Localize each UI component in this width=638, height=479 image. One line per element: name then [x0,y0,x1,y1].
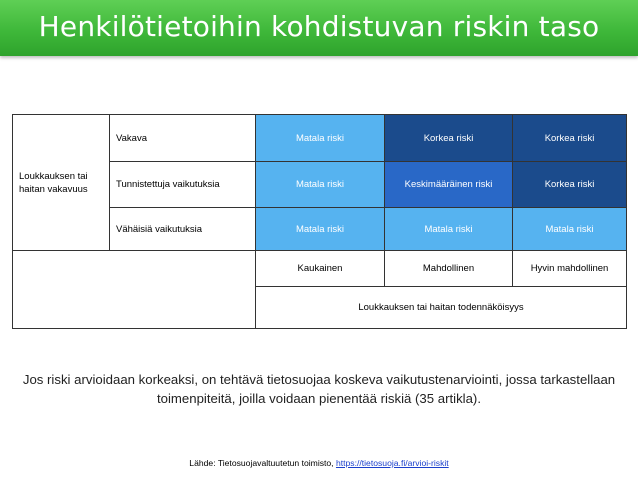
severity-label: Vähäisiä vaikutuksia [110,208,256,251]
risk-cell: Korkea riski [513,115,627,162]
risk-cell: Matala riski [256,115,385,162]
severity-axis-label: Loukkauksen tai haitan vakavuus [13,115,110,251]
severity-label: Vakava [110,115,256,162]
likelihood-label: Kaukainen [256,251,385,287]
empty-corner-cell [13,251,256,329]
likelihood-axis-label: Loukkauksen tai haitan todennäköisyys [256,287,627,329]
risk-matrix-table [12,114,627,329]
risk-cell: Keskimääräinen riski [385,162,513,208]
severity-row-vakava [13,115,627,162]
note-text: Jos riski arvioidaan korkeaksi, on tehtävä tietosuojaa koskeva vaikutustenarviointi, jossa tarkastellaan toimenpiteitä, joilla voidaan pienentää riskiä (35 artikla). [22,372,616,406]
likelihood-label: Hyvin mahdollinen [513,251,627,287]
severity-label: Tunnistettuja vaikutuksia [110,162,256,208]
risk-cell: Matala riski [385,208,513,251]
likelihood-label: Mahdollinen [385,251,513,287]
risk-cell: Korkea riski [385,115,513,162]
risk-cell: Matala riski [256,208,385,251]
risk-cell: Korkea riski [513,162,627,208]
likelihood-row [13,251,627,287]
slide-title: Henkilötietoihin kohdistuvan riskin taso [38,10,600,43]
risk-cell: Matala riski [513,208,627,251]
source-prefix: Lähde: Tietosuojavaltuutetun toimisto, [189,458,336,468]
source-line [0,458,638,468]
risk-cell: Matala riski [256,162,385,208]
source-link[interactable]: https://tietosuoja.fi/arvioi-riskit [335,458,449,468]
